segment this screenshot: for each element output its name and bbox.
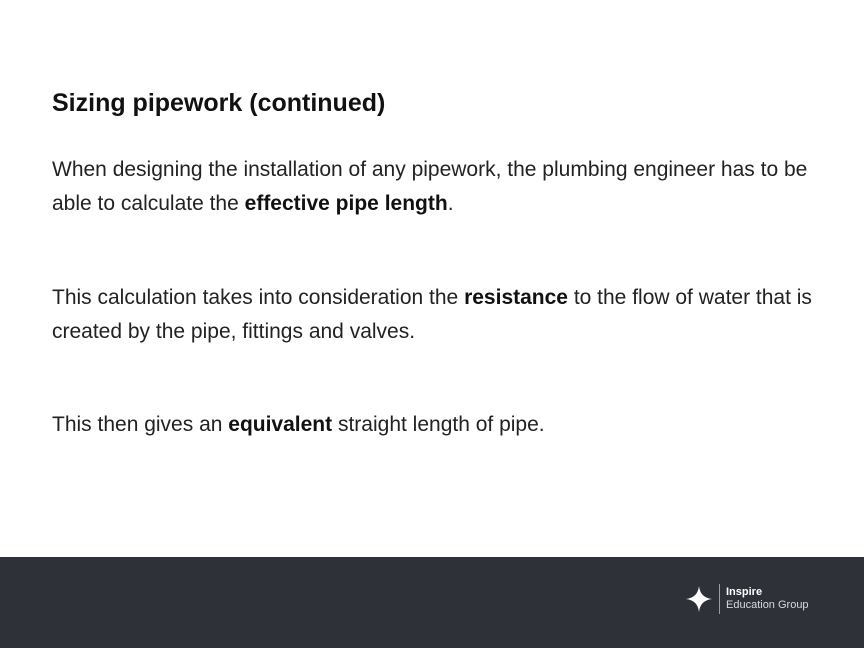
- logo-divider: [719, 584, 720, 614]
- logo-subtitle: Education Group: [726, 599, 809, 611]
- paragraph-equivalent-length: [52, 408, 832, 442]
- paragraph-text: This calculation takes into consideration the: [52, 286, 465, 309]
- four-point-star-icon: [685, 585, 713, 613]
- paragraph-effective-pipe-length: [52, 153, 832, 221]
- paragraph-text: straight length of pipe.: [332, 413, 545, 436]
- paragraph-text: When designing the installation of any pipework, the plumbing engineer has to be able to calculate the: [52, 158, 808, 215]
- footer-bar: [0, 557, 864, 648]
- logo-text: [726, 586, 809, 612]
- paragraph-resistance: [52, 281, 832, 349]
- inspire-education-group-logo: [685, 581, 809, 617]
- bold-term: resistance: [464, 286, 568, 309]
- slide-title: Sizing pipework (continued): [52, 89, 386, 117]
- paragraph-text: to the flow of water that is created by the pipe, fittings and valves.: [52, 286, 812, 343]
- paragraph-text: This then gives an: [52, 413, 229, 436]
- logo-name: Inspire: [726, 586, 763, 598]
- bold-term: equivalent: [228, 413, 333, 436]
- bold-term: effective pipe length: [244, 192, 448, 215]
- paragraph-text: .: [447, 192, 454, 215]
